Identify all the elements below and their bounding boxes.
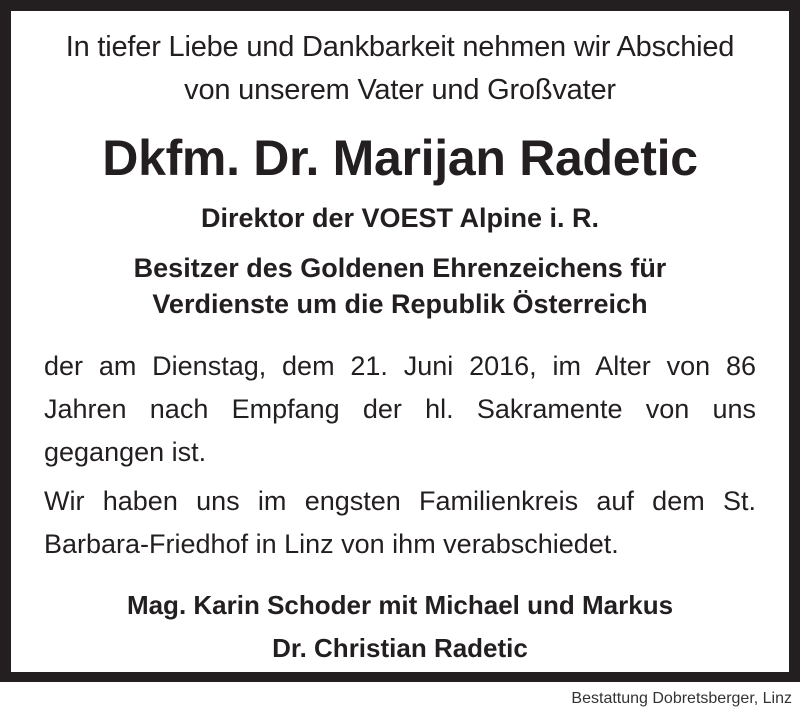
deceased-name: Dkfm. Dr. Marijan Radetic <box>102 130 698 186</box>
title-line-3: Verdienste um die Republik Österreich <box>152 289 648 319</box>
intro-text <box>11 26 789 112</box>
funeral-home-credit: Bestattung Dobretsberger, Linz <box>571 690 792 707</box>
signers-block <box>11 584 789 670</box>
intro-line-2: von unserem Vater und Großvater <box>184 74 616 106</box>
intro-line-1: In tiefer Liebe und Dankbarkeit nehmen wir Abschied <box>65 31 735 63</box>
title-line-2: Besitzer des Goldenen Ehrenzeichens für <box>133 253 667 283</box>
titles-block <box>11 200 789 322</box>
body-paragraph-2: Wir haben uns im engsten Familienkreis auf dem St. Barbara-Friedhof in Linz von ihm verabschiedet. <box>44 486 756 559</box>
signer-line-2: Dr. Christian Radetic <box>272 633 528 663</box>
notice-body <box>44 345 756 566</box>
title-line-1: Direktor der VOEST Alpine i. R. <box>200 203 600 233</box>
body-paragraph-1: der am Dienstag, dem 21. Juni 2016, im Alter von 86 Jahren nach Empfang der hl. Sakramente von uns gegangen ist. <box>44 351 756 467</box>
signer-line-1: Mag. Karin Schoder mit Michael und Markus <box>126 590 674 620</box>
